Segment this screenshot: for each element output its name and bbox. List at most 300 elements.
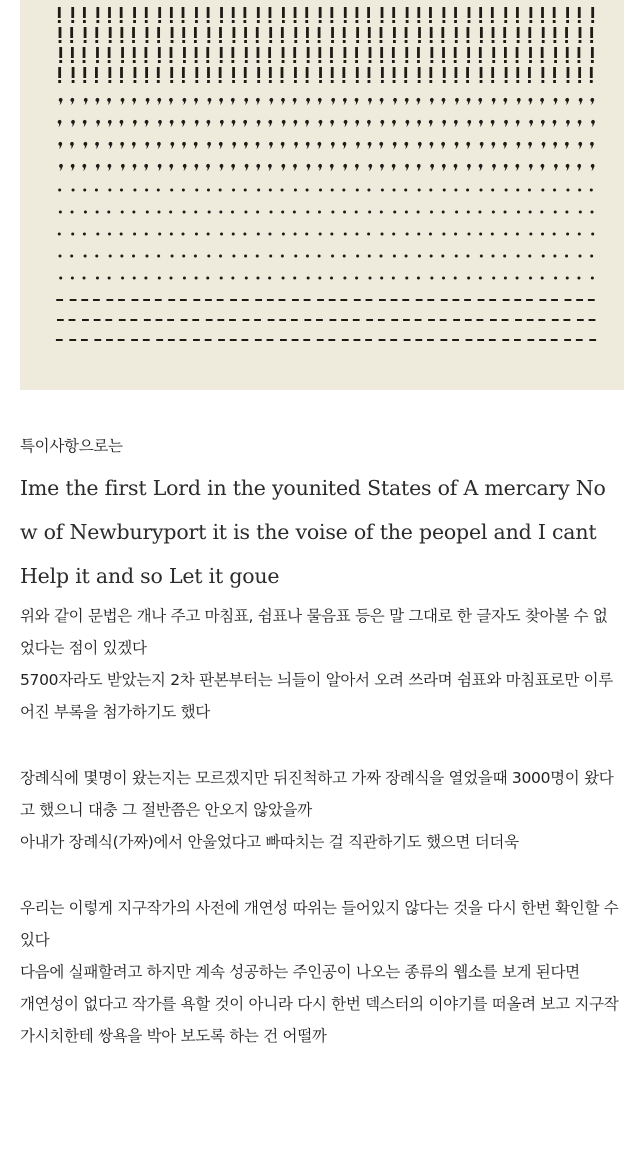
exclamation-stroke bbox=[194, 27, 197, 38]
dash-mark bbox=[57, 319, 64, 321]
exclamation-stroke bbox=[183, 47, 186, 58]
period-mark bbox=[516, 189, 519, 192]
dash-mark bbox=[477, 339, 484, 341]
dash-mark bbox=[193, 339, 200, 341]
comma-mark bbox=[71, 120, 75, 127]
dash-mark bbox=[466, 339, 473, 341]
exclamation-stroke bbox=[269, 67, 272, 78]
comma-mark bbox=[343, 142, 347, 149]
exclamation-dot bbox=[331, 40, 334, 43]
exclamation-dot bbox=[294, 80, 297, 83]
dash-mark bbox=[403, 319, 410, 321]
exclamation-stroke bbox=[380, 47, 383, 58]
period-mark bbox=[282, 277, 285, 280]
dash-mark bbox=[205, 299, 212, 301]
period-mark bbox=[392, 277, 395, 280]
dash-mark bbox=[255, 299, 262, 301]
exclamation-dot bbox=[269, 20, 272, 23]
period-mark bbox=[430, 211, 433, 214]
exclamation-dot bbox=[70, 40, 73, 43]
exclamation-stroke bbox=[479, 7, 482, 18]
exclamation-dot bbox=[566, 60, 569, 63]
period-mark bbox=[268, 277, 271, 280]
period-mark bbox=[294, 189, 297, 192]
exclamation-stroke bbox=[71, 47, 74, 58]
period-mark bbox=[577, 277, 580, 280]
exclamation-stroke bbox=[442, 7, 445, 18]
exclamation-stroke bbox=[342, 67, 345, 78]
exclamation-dot bbox=[380, 40, 383, 43]
exclamation-dot bbox=[257, 80, 260, 83]
comma-mark bbox=[133, 120, 137, 127]
period-mark bbox=[442, 211, 445, 214]
intro-line: 특이사항으로는 bbox=[20, 437, 123, 455]
comma-mark bbox=[406, 120, 410, 127]
comma-mark bbox=[294, 142, 298, 149]
exclamation-stroke bbox=[516, 7, 519, 18]
exclamation-dot bbox=[232, 20, 235, 23]
comma-mark bbox=[554, 98, 558, 105]
dash-mark bbox=[589, 339, 596, 341]
exclamation-stroke bbox=[319, 7, 322, 18]
period-mark bbox=[293, 277, 296, 280]
exclamation-stroke bbox=[381, 7, 384, 18]
exclamation-dot bbox=[294, 20, 297, 23]
comma-mark bbox=[305, 120, 309, 127]
dash-mark bbox=[478, 299, 485, 301]
exclamation-dot bbox=[195, 20, 198, 23]
exclamation-stroke bbox=[578, 7, 581, 18]
exclamation-stroke bbox=[491, 7, 494, 18]
punctuation-row-exclaim bbox=[59, 27, 593, 43]
exclamation-dot bbox=[381, 20, 384, 23]
exclamation-dot bbox=[220, 20, 223, 23]
exclamation-dot bbox=[244, 40, 247, 43]
period-mark bbox=[207, 255, 210, 258]
period-mark bbox=[516, 277, 519, 280]
period-mark bbox=[220, 233, 223, 236]
exclamation-dot bbox=[405, 60, 408, 63]
period-mark bbox=[467, 277, 470, 280]
exclamation-dot bbox=[58, 80, 61, 83]
period-mark bbox=[306, 255, 309, 258]
exclamation-stroke bbox=[108, 47, 111, 58]
period-mark bbox=[281, 255, 284, 258]
period-mark bbox=[72, 189, 75, 192]
exclamation-stroke bbox=[492, 27, 495, 38]
punctuation-row-dash bbox=[57, 319, 595, 321]
comma-mark bbox=[590, 98, 594, 105]
dash-mark bbox=[340, 299, 347, 301]
exclamation-dot bbox=[220, 60, 223, 63]
comma-mark bbox=[442, 98, 446, 105]
comma-mark bbox=[318, 98, 322, 105]
dash-mark bbox=[328, 339, 335, 341]
dash-mark bbox=[279, 319, 286, 321]
exclamation-dot bbox=[58, 20, 61, 23]
comma-mark bbox=[455, 142, 459, 149]
comma-mark bbox=[454, 164, 458, 171]
exclamation-stroke bbox=[120, 7, 123, 18]
dash-mark bbox=[453, 299, 460, 301]
period-mark bbox=[293, 211, 296, 214]
dash-mark bbox=[267, 299, 274, 301]
exclamation-dot bbox=[554, 60, 557, 63]
exclamation-stroke bbox=[306, 67, 309, 78]
exclamation-stroke bbox=[71, 7, 74, 18]
exclamation-stroke bbox=[157, 67, 160, 78]
period-mark bbox=[71, 277, 74, 280]
exclamation-dot bbox=[442, 20, 445, 23]
dash-mark bbox=[416, 299, 423, 301]
period-mark bbox=[319, 233, 322, 236]
exclamation-stroke bbox=[120, 27, 123, 38]
comma-mark bbox=[380, 120, 384, 127]
dash-mark bbox=[130, 319, 137, 321]
exclamation-stroke bbox=[516, 67, 519, 78]
comma-mark bbox=[492, 98, 496, 105]
comma-mark bbox=[58, 142, 62, 149]
dash-mark bbox=[119, 319, 126, 321]
exclamation-dot bbox=[553, 20, 556, 23]
dash-mark bbox=[292, 339, 299, 341]
period-mark bbox=[220, 277, 223, 280]
exclamation-stroke bbox=[418, 27, 421, 38]
comma-mark bbox=[368, 142, 372, 149]
exclamation-dot bbox=[182, 80, 185, 83]
exclamation-stroke bbox=[405, 47, 408, 58]
dash-mark bbox=[193, 299, 200, 301]
period-mark bbox=[480, 189, 483, 192]
period-mark bbox=[219, 211, 222, 214]
exclamation-dot bbox=[71, 60, 74, 63]
exclamation-stroke bbox=[195, 47, 198, 58]
dash-mark bbox=[515, 319, 522, 321]
period-mark bbox=[466, 189, 469, 192]
dash-mark bbox=[205, 339, 212, 341]
comma-mark bbox=[256, 142, 260, 149]
paragraph-wife: 아내가 장례식(가짜)에서 안울었다고 빠따치는 걸 직관하기도 했으면 더더욱 bbox=[20, 833, 519, 851]
period-mark bbox=[96, 277, 99, 280]
period-mark bbox=[244, 255, 247, 258]
period-mark bbox=[541, 189, 544, 192]
period-mark bbox=[343, 255, 346, 258]
period-mark bbox=[417, 233, 420, 236]
exclamation-stroke bbox=[466, 67, 469, 78]
exclamation-dot bbox=[418, 40, 421, 43]
exclamation-dot bbox=[281, 40, 284, 43]
comma-mark bbox=[194, 142, 198, 149]
exclamation-stroke bbox=[369, 47, 372, 58]
period-mark bbox=[381, 233, 384, 236]
exclamation-stroke bbox=[244, 67, 247, 78]
comma-mark bbox=[480, 142, 484, 149]
exclamation-dot bbox=[468, 20, 471, 23]
dash-mark bbox=[565, 299, 572, 301]
exclamation-stroke bbox=[566, 47, 569, 58]
dash-mark bbox=[243, 319, 250, 321]
exclamation-dot bbox=[591, 20, 594, 23]
period-mark bbox=[590, 255, 593, 258]
spacer bbox=[20, 858, 620, 892]
exclamation-dot bbox=[454, 60, 457, 63]
period-mark bbox=[109, 255, 112, 258]
comma-mark bbox=[307, 164, 311, 171]
period-mark bbox=[504, 211, 507, 214]
period-mark bbox=[58, 233, 61, 236]
period-mark bbox=[83, 233, 86, 236]
comma-mark bbox=[430, 164, 434, 171]
period-mark bbox=[59, 211, 62, 214]
period-mark bbox=[566, 277, 569, 280]
period-mark bbox=[566, 233, 569, 236]
comma-mark bbox=[379, 142, 383, 149]
period-mark bbox=[430, 277, 433, 280]
period-mark bbox=[318, 255, 321, 258]
exclamation-dot bbox=[318, 60, 321, 63]
dash-mark bbox=[489, 339, 496, 341]
period-mark bbox=[108, 233, 111, 236]
exclamation-dot bbox=[491, 20, 494, 23]
punctuation-row-period bbox=[59, 211, 594, 214]
comma-mark bbox=[206, 164, 210, 171]
exclamation-dot bbox=[528, 80, 531, 83]
exclamation-stroke bbox=[294, 67, 297, 78]
exclamation-stroke bbox=[480, 27, 483, 38]
exclamation-dot bbox=[183, 60, 186, 63]
period-mark bbox=[505, 189, 508, 192]
period-mark bbox=[182, 233, 185, 236]
exclamation-stroke bbox=[479, 47, 482, 58]
period-mark bbox=[256, 255, 259, 258]
exclamation-dot bbox=[590, 80, 593, 83]
exclamation-stroke bbox=[83, 47, 86, 58]
exclamation-stroke bbox=[454, 47, 457, 58]
exclamation-dot bbox=[256, 40, 259, 43]
exclamation-stroke bbox=[454, 7, 457, 18]
exclamation-stroke bbox=[516, 47, 519, 58]
period-mark bbox=[443, 189, 446, 192]
period-mark bbox=[466, 255, 469, 258]
exclamation-stroke bbox=[170, 7, 173, 18]
comma-mark bbox=[579, 98, 583, 105]
exclamation-dot bbox=[356, 40, 359, 43]
exclamation-dot bbox=[120, 40, 123, 43]
exclamation-stroke bbox=[109, 27, 112, 38]
period-mark bbox=[330, 233, 333, 236]
comma-mark bbox=[430, 142, 434, 149]
comma-mark bbox=[553, 120, 557, 127]
comma-mark bbox=[96, 164, 100, 171]
exclamation-stroke bbox=[294, 27, 297, 38]
period-mark bbox=[306, 211, 309, 214]
exclamation-dot bbox=[578, 20, 581, 23]
dash-mark bbox=[379, 299, 386, 301]
exclamation-dot bbox=[443, 80, 446, 83]
dash-mark bbox=[477, 319, 484, 321]
exclamation-stroke bbox=[566, 7, 569, 18]
period-mark bbox=[243, 233, 246, 236]
exclamation-dot bbox=[319, 20, 322, 23]
exclamation-stroke bbox=[579, 27, 582, 38]
exclamation-dot bbox=[591, 60, 594, 63]
comma-mark bbox=[269, 98, 273, 105]
dexter-quote: Ime the first Lord in the younited States of A mercary No w of Newburyport it is the voise of the peopel and I cant Help it and so Let it goue bbox=[20, 476, 606, 588]
exclamation-stroke bbox=[406, 7, 409, 18]
period-mark bbox=[454, 189, 457, 192]
comma-mark bbox=[58, 120, 62, 127]
period-mark bbox=[405, 255, 408, 258]
exclamation-dot bbox=[84, 40, 87, 43]
comma-mark bbox=[71, 164, 75, 171]
period-mark bbox=[145, 189, 148, 192]
dash-mark bbox=[404, 339, 411, 341]
period-mark bbox=[319, 189, 322, 192]
comma-mark bbox=[542, 142, 546, 149]
dash-mark bbox=[564, 339, 571, 341]
exclamation-dot bbox=[158, 60, 161, 63]
exclamation-dot bbox=[171, 40, 174, 43]
dash-mark bbox=[168, 339, 175, 341]
exclamation-dot bbox=[96, 20, 99, 23]
dash-mark bbox=[464, 299, 471, 301]
dash-mark bbox=[354, 299, 361, 301]
period-mark bbox=[380, 211, 383, 214]
comma-mark bbox=[479, 120, 483, 127]
exclamation-stroke bbox=[455, 67, 458, 78]
exclamation-dot bbox=[418, 80, 421, 83]
exclamation-stroke bbox=[344, 47, 347, 58]
dash-mark bbox=[143, 339, 150, 341]
dash-mark bbox=[502, 319, 509, 321]
period-mark bbox=[367, 189, 370, 192]
exclamation-stroke bbox=[281, 27, 284, 38]
comma-mark bbox=[132, 142, 136, 149]
exclamation-dot bbox=[207, 40, 210, 43]
exclamation-stroke bbox=[171, 27, 174, 38]
comma-mark bbox=[120, 142, 124, 149]
dash-mark bbox=[316, 319, 323, 321]
exclamation-stroke bbox=[429, 67, 432, 78]
dash-mark bbox=[427, 299, 434, 301]
exclamation-dot bbox=[355, 60, 358, 63]
exclamation-dot bbox=[553, 80, 556, 83]
period-mark bbox=[133, 233, 136, 236]
comma-mark bbox=[195, 120, 199, 127]
exclamation-dot bbox=[231, 60, 234, 63]
comma-mark bbox=[245, 164, 249, 171]
exclamation-dot bbox=[219, 40, 222, 43]
comma-mark bbox=[183, 164, 187, 171]
dash-mark bbox=[292, 299, 299, 301]
exclamation-stroke bbox=[590, 67, 593, 78]
period-mark bbox=[280, 189, 283, 192]
exclamation-stroke bbox=[541, 7, 544, 18]
period-mark bbox=[294, 233, 297, 236]
exclamation-stroke bbox=[244, 27, 247, 38]
exclamation-stroke bbox=[182, 67, 185, 78]
dash-mark bbox=[564, 319, 571, 321]
exclamation-stroke bbox=[307, 47, 310, 58]
period-mark bbox=[554, 211, 557, 214]
dash-mark bbox=[267, 339, 274, 341]
period-mark bbox=[268, 233, 271, 236]
paragraph-grammar: 위와 같이 문법은 개나 주고 마침표, 쉼표나 물음표 등은 말 그대로 한 글자도 찾아볼 수 없었다는 점이 있겠다 bbox=[20, 607, 608, 657]
exclamation-dot bbox=[356, 20, 359, 23]
period-mark bbox=[405, 211, 408, 214]
exclamation-stroke bbox=[233, 27, 236, 38]
dash-mark bbox=[527, 319, 534, 321]
exclamation-stroke bbox=[417, 7, 420, 18]
period-mark bbox=[232, 233, 235, 236]
exclamation-stroke bbox=[170, 67, 173, 78]
comma-mark bbox=[244, 98, 248, 105]
comma-mark bbox=[591, 164, 595, 171]
dash-mark bbox=[181, 319, 188, 321]
exclamation-dot bbox=[405, 40, 408, 43]
exclamation-stroke bbox=[120, 67, 123, 78]
period-mark bbox=[244, 189, 247, 192]
comma-mark bbox=[578, 142, 582, 149]
exclamation-stroke bbox=[182, 7, 185, 18]
dash-mark bbox=[527, 339, 534, 341]
paragraph-web-novel: 다음에 실패할려고 하지만 계속 성공하는 주인공이 나오는 종류의 웹소를 보게 된다면 bbox=[20, 963, 580, 981]
dash-mark bbox=[106, 299, 113, 301]
exclamation-stroke bbox=[517, 27, 520, 38]
period-mark bbox=[479, 277, 482, 280]
period-mark bbox=[565, 255, 568, 258]
exclamation-dot bbox=[257, 20, 260, 23]
comma-mark bbox=[59, 98, 63, 105]
period-mark bbox=[417, 277, 420, 280]
exclamation-stroke bbox=[108, 67, 111, 78]
dash-mark bbox=[440, 339, 447, 341]
dash-mark bbox=[539, 299, 546, 301]
exclamation-stroke bbox=[133, 47, 136, 58]
exclamation-stroke bbox=[565, 27, 568, 38]
exclamation-stroke bbox=[430, 47, 433, 58]
comma-mark bbox=[343, 164, 347, 171]
period-mark bbox=[145, 255, 148, 258]
period-mark bbox=[379, 255, 382, 258]
exclamation-stroke bbox=[157, 27, 160, 38]
exclamation-dot bbox=[541, 60, 544, 63]
comma-mark bbox=[120, 120, 124, 127]
exclamation-dot bbox=[182, 40, 185, 43]
comma-mark bbox=[96, 120, 100, 127]
exclamation-stroke bbox=[441, 27, 444, 38]
exclamation-dot bbox=[344, 20, 347, 23]
period-mark bbox=[133, 189, 136, 192]
comma-mark bbox=[565, 142, 569, 149]
dash-mark bbox=[94, 339, 101, 341]
exclamation-dot bbox=[319, 80, 322, 83]
period-mark bbox=[492, 255, 495, 258]
dash-mark bbox=[329, 319, 336, 321]
period-mark bbox=[71, 233, 74, 236]
period-mark bbox=[318, 277, 321, 280]
exclamation-dot bbox=[121, 60, 124, 63]
comma-mark bbox=[528, 142, 532, 149]
comma-mark bbox=[95, 142, 99, 149]
dash-mark bbox=[452, 339, 459, 341]
exclamation-dot bbox=[330, 60, 333, 63]
exclamation-stroke bbox=[282, 47, 285, 58]
dash-mark bbox=[317, 339, 324, 341]
period-mark bbox=[591, 211, 594, 214]
exclamation-stroke bbox=[83, 7, 86, 18]
exclamation-stroke bbox=[256, 27, 259, 38]
